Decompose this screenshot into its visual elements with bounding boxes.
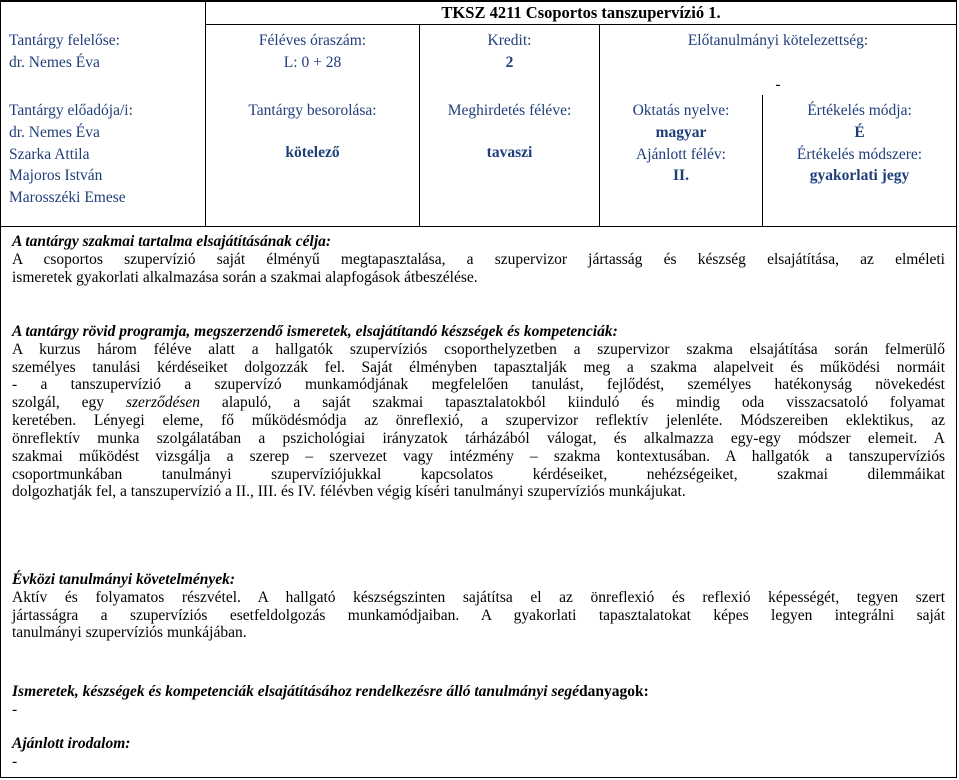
prereq-cell <box>600 32 956 50</box>
requirements-section <box>12 571 945 642</box>
materials-heading: Ismeretek, készségek és kompetenciák elsajátításához rendelkezésre álló tanulmányi segé <box>12 683 579 700</box>
language-value: magyar <box>655 123 707 141</box>
program-line: A kurzus három féléve alatt a hallgatók szupervíziós csoporthelyzetben a szupervizor szakma elsajátítása során felmerülő <box>12 340 945 358</box>
requirements-line: tanulmányi szupervíziós munkájában. <box>12 624 247 642</box>
program-line: dolgozhatják fel, a tanszupervízió a II., III. és IV. félévben végig kíséri tanulmányi szupervíziós munkájukat. <box>12 483 686 501</box>
semester-value: tavaszi <box>486 143 533 161</box>
language-cell <box>600 102 762 185</box>
eval-type-label: Értékelés módja: <box>807 102 912 119</box>
requirements-line: Aktív és folyamatos részvétel. A hallgató készségszinten sajátítsa el az önreflexió és reflexió képességét, tegyen szert <box>12 588 945 606</box>
recommended-value: II. <box>673 167 689 185</box>
course-title: TKSZ 4211 Csoportos tanszupervízió 1. <box>206 2 956 25</box>
line-text: szolgál, egy <box>12 394 126 412</box>
program-line: csoportmunkában tanulmányi szupervíziójukkal kapcsolatos kérdéseiket, nehézségeiket, szakmai dilemmáikat <box>12 465 945 483</box>
responsible-name: dr. Nemes Éva <box>9 53 100 71</box>
program-section <box>12 323 945 501</box>
lecturer-name: Majoros István <box>9 167 103 185</box>
classification-label: Tantárgy besorolása: <box>248 102 377 119</box>
goal-line: A csoportos szupervízió saját élményű megtapasztalása, a szupervizor jártasság és készség elsajátítása, az elméleti <box>12 250 945 268</box>
responsible-label: Tantárgy felelőse: <box>9 32 120 49</box>
program-line: személyes tanulási kérdéseiket dolgozzák fel. Saját élményben tapasztalják meg a szakma alapelveit és működési normáit <box>12 358 945 376</box>
hours-label: Féléves óraszám: <box>258 32 367 49</box>
divider <box>1 226 956 227</box>
literature-value: - <box>12 752 18 770</box>
program-line <box>12 394 945 412</box>
classification-value: kötelező <box>285 143 340 161</box>
literature-section <box>12 735 945 771</box>
program-line: önreflektív munka szolgálatában a pszichológiai irányzatok tárházából válogat, és alkalmazza egy-egy módszer elemeit. A <box>12 429 945 447</box>
materials-heading-end: danyagok: <box>579 683 649 700</box>
semester-label: Meghirdetés féléve: <box>447 102 572 119</box>
program-line: szakmai működést vizsgálja a szerep – szervezet vagy intézmény – szakma kontextusában. A hallgatók a tanszupervíziós <box>12 447 945 465</box>
requirements-heading: Évközi tanulmányi követelmények: <box>12 571 236 588</box>
recommended-label: Ajánlott félév: <box>636 145 726 163</box>
lecturers-cell <box>9 102 204 207</box>
classification-cell <box>206 102 419 162</box>
goal-heading: A tantárgy szakmai tartalma elsajátításának célja: <box>12 233 332 250</box>
prereq-value: - <box>775 76 781 93</box>
credit-label: Kredit: <box>487 32 532 49</box>
program-heading: A tantárgy rövid programja, megszerzendő ismeretek, elsajátítandó készségek és kompetenciák: <box>12 323 618 340</box>
credit-cell <box>420 32 599 72</box>
lecturer-name: Szarka Attila <box>9 145 90 163</box>
goal-section <box>12 233 945 286</box>
italic-word: szerződésen <box>125 394 201 412</box>
language-label: Oktatás nyelve: <box>632 102 730 119</box>
line-text: alapuló, a saját szakmai tapasztalatokból kiinduló és mindig oda visszacsatoló folyamat <box>200 394 945 412</box>
requirements-line: jártasságra a szupervíziós esetfeldolgozás munkamódjaiban. A gyakorlati tapasztalatokat képes legyen integrálni saját <box>12 606 945 624</box>
hours-cell <box>206 32 419 72</box>
program-line: keretében. Lényegi eleme, fő működésmódja az önreflexió, a szupervizor reflektív jelenléte. Módszereiben eklektikus, az <box>12 412 945 430</box>
lecturers-label: Tantárgy előadója/i: <box>9 102 133 119</box>
hours-value: L: 0 + 28 <box>283 53 342 71</box>
eval-type-value: É <box>854 123 865 141</box>
prereq-label: Előtanulmányi kötelezettség: <box>687 32 869 49</box>
credit-value: 2 <box>505 53 514 71</box>
lecturer-name: Marosszéki Emese <box>9 189 126 207</box>
prereq-value-cell <box>600 76 956 94</box>
responsible-cell <box>9 32 204 72</box>
eval-method-label: Értékelés módszere: <box>796 145 923 163</box>
lecturer-name: dr. Nemes Éva <box>9 123 100 141</box>
semester-cell <box>420 102 599 162</box>
evaluation-cell <box>763 102 956 185</box>
materials-section <box>12 683 945 719</box>
goal-line: ismeretek gyakorlati alkalmazása során a szakmai alapfogások átbeszélése. <box>12 268 478 286</box>
program-line: - a tanszupervízió a szupervízó munkamódjának megfelelően tanulást, fejlődést, személyes hatékonyság növekedést <box>12 376 945 394</box>
literature-heading: Ajánlott irodalom: <box>12 735 131 752</box>
materials-value: - <box>12 700 18 718</box>
eval-method-value: gyakorlati jegy <box>809 167 910 185</box>
